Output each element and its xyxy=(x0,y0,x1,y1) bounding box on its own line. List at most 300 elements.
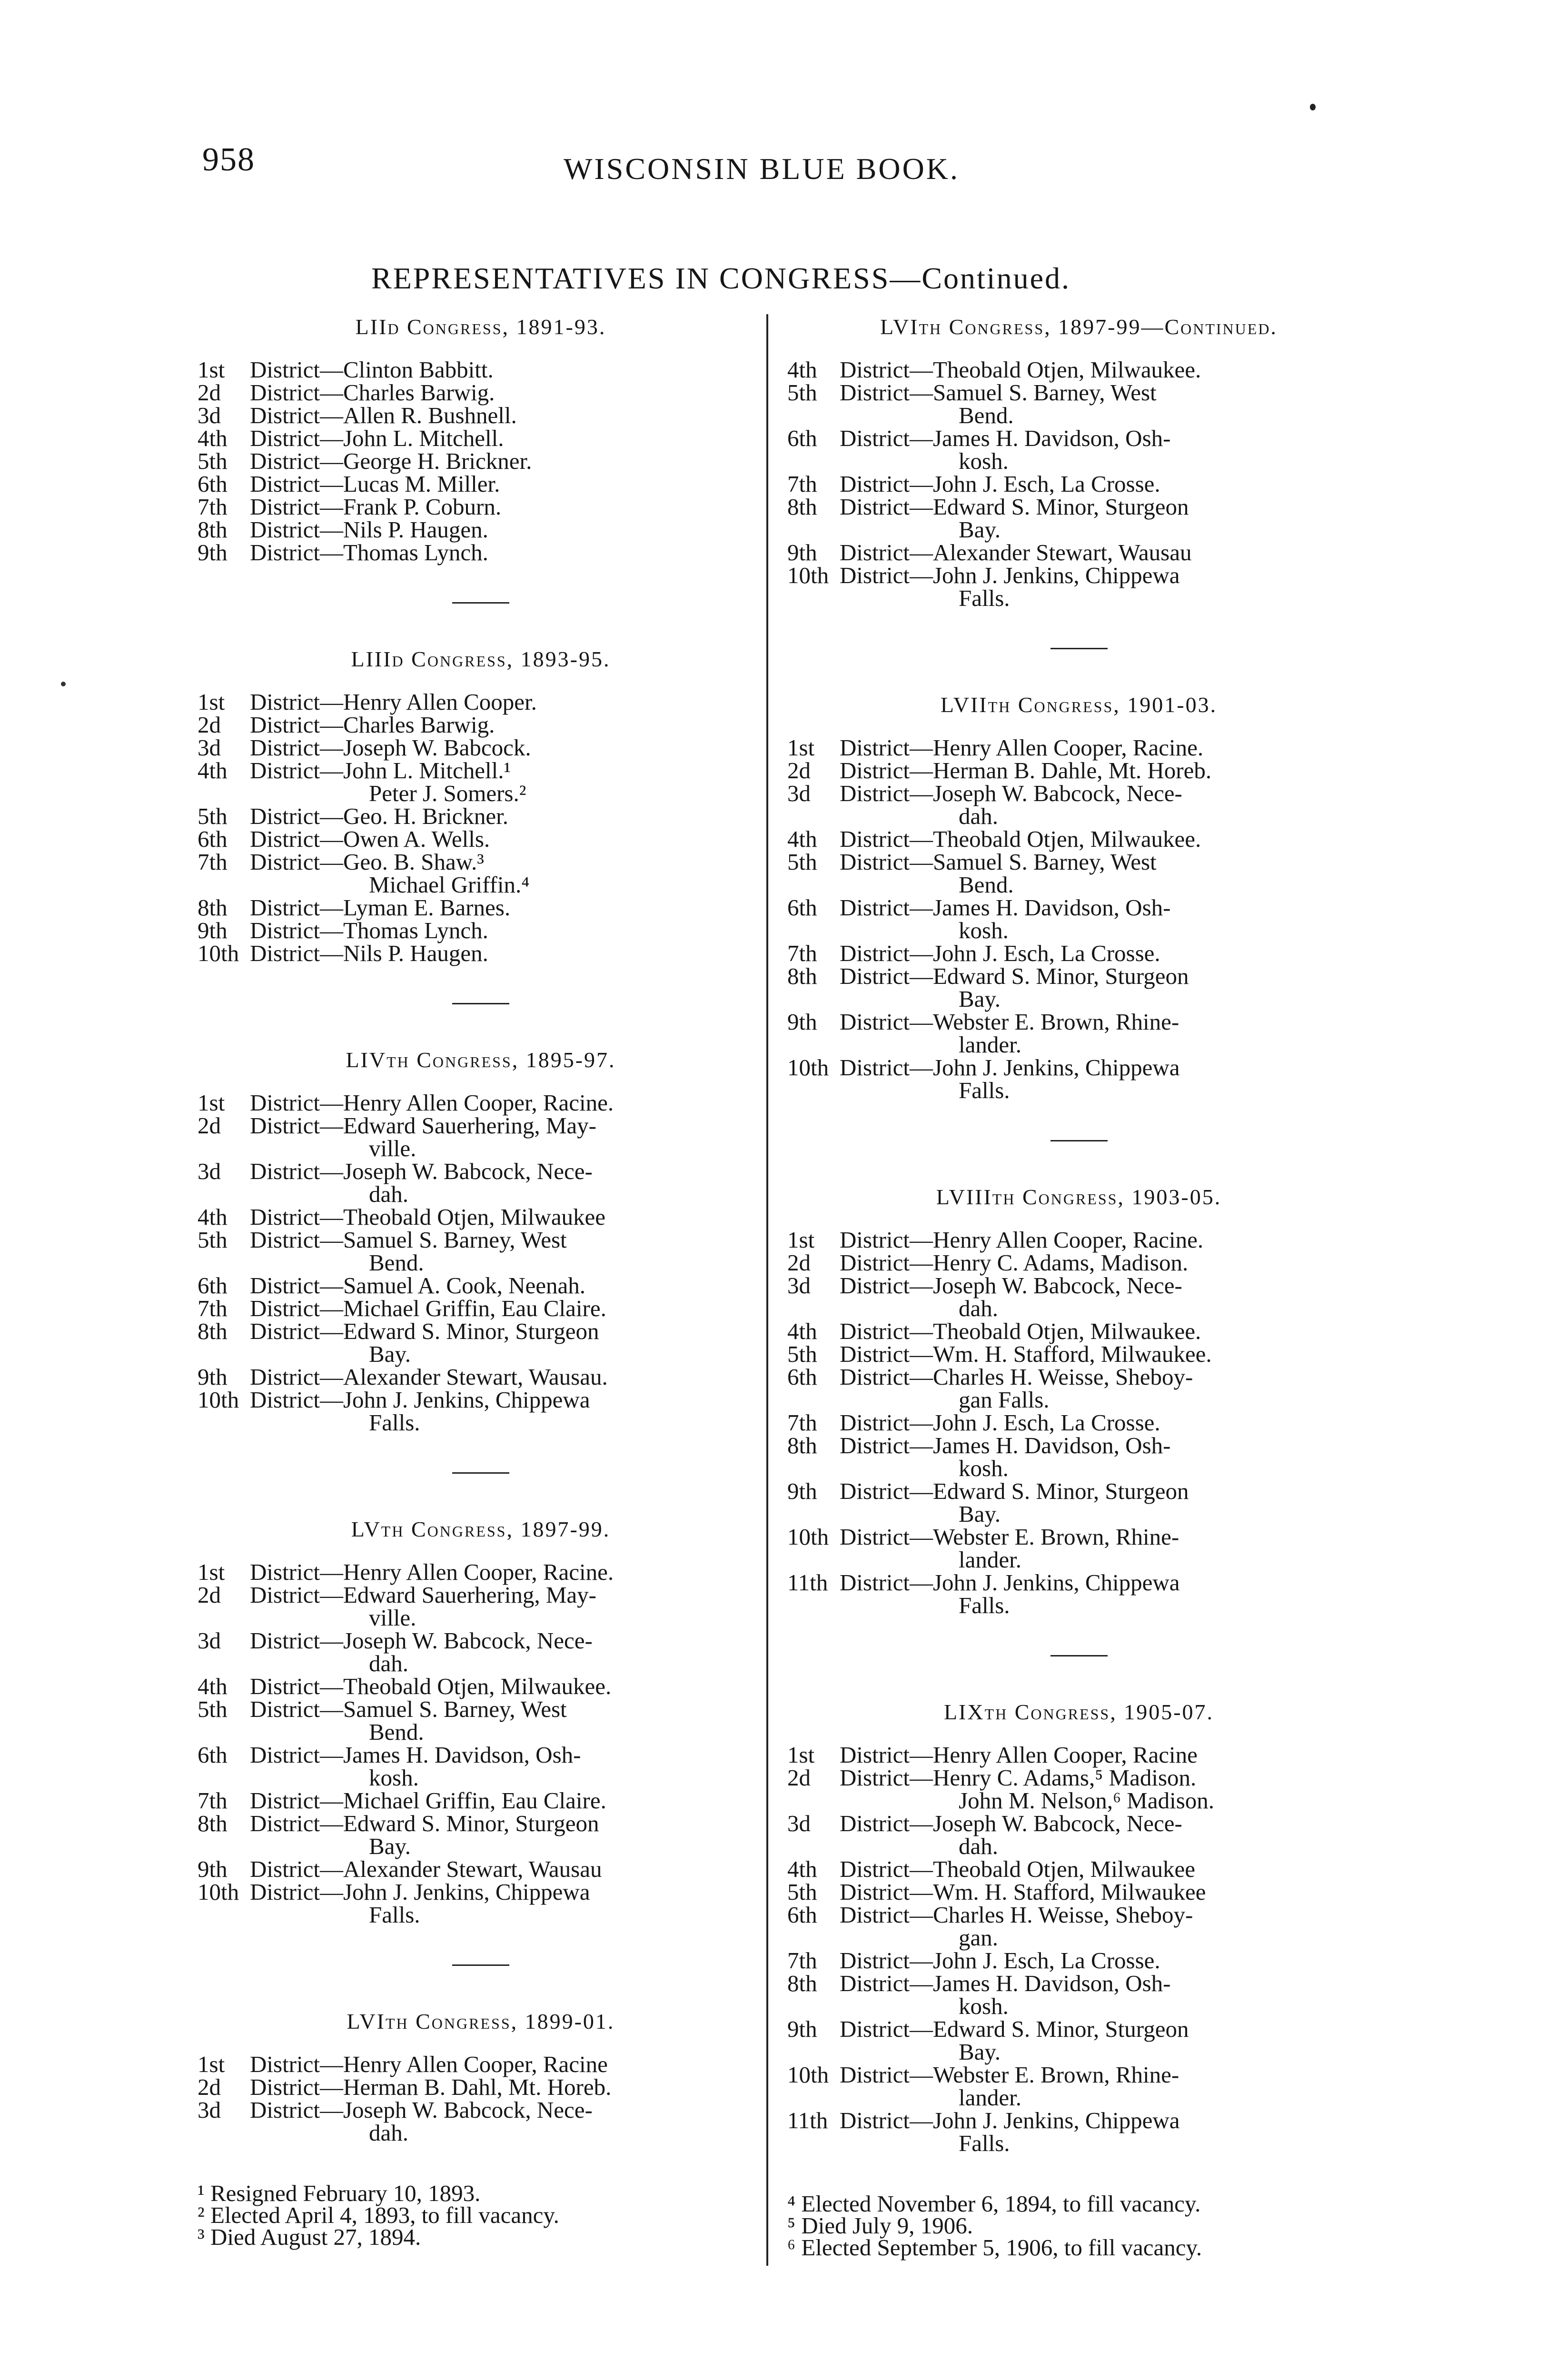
district-entry xyxy=(787,473,1370,496)
district-representative: District—Henry C. Adams, Madison. xyxy=(840,1250,1189,1276)
district-entry xyxy=(198,714,764,736)
district-entry xyxy=(787,942,1370,965)
district-number: 7th xyxy=(787,940,817,966)
district-number: 2d xyxy=(787,1250,811,1276)
district-entry xyxy=(787,828,1370,851)
district-number: 3d xyxy=(198,734,221,761)
entry-continuation: Bay. xyxy=(959,2039,1001,2065)
footnote: ³ Died August 27, 1894. xyxy=(198,2224,421,2250)
entry-continuation: dah. xyxy=(959,803,998,829)
entry-continuation: ville. xyxy=(369,1135,416,1161)
district-number: 6th xyxy=(787,894,817,921)
entry-continuation: dah. xyxy=(959,1833,998,1859)
district-entry xyxy=(198,404,764,427)
district-number: 2d xyxy=(787,1765,811,1791)
district-entry xyxy=(198,851,764,873)
district-entry xyxy=(198,736,764,759)
district-representative: District—Alexander Stewart, Wausau. xyxy=(250,1364,608,1390)
page-title: REPRESENTATIVES IN CONGRESS—Continued. xyxy=(371,261,1070,295)
district-entry xyxy=(198,2076,764,2099)
district-representative: District—John J. Esch, La Crosse. xyxy=(840,1947,1160,1973)
district-entry xyxy=(787,1812,1370,1835)
district-entry xyxy=(198,2053,764,2076)
district-representative: District—Joseph W. Babcock, Nece- xyxy=(840,780,1182,806)
running-head: WISCONSIN BLUE BOOK. xyxy=(564,152,960,186)
district-entry xyxy=(198,828,764,851)
district-number: 9th xyxy=(787,539,817,565)
district-entry xyxy=(787,1366,1370,1388)
entry-continuation: lander. xyxy=(959,2084,1021,2111)
district-number: 2d xyxy=(198,1582,221,1608)
district-entry xyxy=(198,759,764,782)
congress-section xyxy=(198,646,764,965)
district-representative: District—Charles Barwig. xyxy=(250,712,495,738)
district-number: 10th xyxy=(787,562,829,588)
entry-continuation: dah. xyxy=(369,1650,408,1676)
entry-continuation: lander. xyxy=(959,1031,1021,1058)
district-number: 3d xyxy=(198,1158,221,1184)
district-number: 9th xyxy=(198,917,228,943)
district-number: 4th xyxy=(198,1204,228,1230)
district-entry xyxy=(198,1561,764,1584)
district-entry xyxy=(198,358,764,381)
district-representative: District—Joseph W. Babcock. xyxy=(250,734,531,761)
entry-continuation: kosh. xyxy=(959,1993,1009,2019)
footnote: ¹ Resigned February 10, 1893. xyxy=(198,2180,481,2206)
district-number: 1st xyxy=(198,689,225,715)
footnotes-left xyxy=(198,2182,764,2248)
district-representative: District—Edward S. Minor, Sturgeon xyxy=(840,494,1189,520)
district-representative: District—Alexander Stewart, Wausau xyxy=(250,1856,602,1882)
district-representative: District—Nils P. Haugen. xyxy=(250,940,488,966)
district-entry xyxy=(787,2109,1370,2132)
district-representative: District—John J. Jenkins, Chippewa xyxy=(250,1387,590,1413)
district-number: 9th xyxy=(198,1856,228,1882)
district-representative: District—Henry Allen Cooper, Racine. xyxy=(250,1090,614,1116)
district-representative: District—Joseph W. Babcock, Nece- xyxy=(250,1627,593,1654)
entry-continuation: dah. xyxy=(369,1181,408,1207)
district-entry xyxy=(198,942,764,965)
district-representative: District—Edward S. Minor, Sturgeon xyxy=(840,1478,1189,1504)
district-number: 4th xyxy=(198,757,228,783)
congress-section xyxy=(787,1184,1370,1617)
entry-continuation: Falls. xyxy=(369,1902,420,1928)
district-number: 2d xyxy=(198,712,221,738)
district-entry xyxy=(198,1584,764,1606)
district-number: 1st xyxy=(198,1090,225,1116)
district-entry xyxy=(198,896,764,919)
district-entry xyxy=(198,1881,764,1904)
district-representative: District—James H. Davidson, Osh- xyxy=(840,1432,1171,1458)
district-entry xyxy=(198,805,764,828)
district-number: 8th xyxy=(787,963,817,989)
entry-continuation: Falls. xyxy=(959,585,1010,611)
footnote: ⁴ Elected November 6, 1894, to fill vacancy. xyxy=(787,2191,1201,2217)
district-representative: District—Henry Allen Cooper. xyxy=(250,689,537,715)
district-representative: District—Lyman E. Barnes. xyxy=(250,894,511,921)
district-representative: District—Joseph W. Babcock, Nece- xyxy=(250,2097,593,2123)
district-number: 5th xyxy=(787,379,817,406)
district-entry xyxy=(198,1675,764,1698)
district-entry xyxy=(787,1972,1370,1995)
district-representative: District—Henry Allen Cooper, Racine. xyxy=(250,1559,614,1585)
section-divider xyxy=(452,1964,509,1966)
congress-section xyxy=(198,1047,764,1434)
district-number: 5th xyxy=(198,1227,228,1253)
congress-heading: LIVth Congress, 1895-97. xyxy=(346,1048,616,1072)
district-number: 1st xyxy=(198,357,225,383)
entry-continuation: Bend. xyxy=(959,402,1014,428)
congress-heading: LIIId Congress, 1893-95. xyxy=(351,647,611,671)
entry-continuation: kosh. xyxy=(369,1765,419,1791)
district-representative: District—Herman B. Dahle, Mt. Horeb. xyxy=(840,757,1212,783)
district-number: 2d xyxy=(198,379,221,406)
section-divider xyxy=(452,602,509,604)
district-entry xyxy=(787,736,1370,759)
congress-heading: LVIIth Congress, 1901-03. xyxy=(940,693,1218,717)
district-entry xyxy=(198,1366,764,1388)
district-representative: District—John L. Mitchell.¹ xyxy=(250,757,511,783)
district-entry xyxy=(787,782,1370,805)
district-entry xyxy=(198,1114,764,1137)
district-number: 11th xyxy=(787,1569,828,1596)
district-representative: District—John J. Esch, La Crosse. xyxy=(840,1409,1160,1436)
district-entry xyxy=(787,1343,1370,1366)
district-number: 5th xyxy=(787,1879,817,1905)
district-number: 11th xyxy=(787,2107,828,2133)
district-number: 4th xyxy=(787,1856,817,1882)
entry-continuation: gan. xyxy=(959,1924,998,1951)
district-representative: District—Geo. H. Brickner. xyxy=(250,803,508,829)
district-entry xyxy=(198,450,764,473)
district-number: 4th xyxy=(198,425,228,451)
district-number: 7th xyxy=(198,1295,228,1321)
print-speck xyxy=(1310,104,1316,110)
section-divider xyxy=(452,1003,509,1004)
district-entry xyxy=(198,2099,764,2122)
district-number: 3d xyxy=(787,1810,811,1836)
right-column xyxy=(766,314,1370,2266)
district-number: 3d xyxy=(787,780,811,806)
district-number: 8th xyxy=(198,1810,228,1836)
district-entry xyxy=(787,1949,1370,1972)
district-entry xyxy=(198,1812,764,1835)
district-entry xyxy=(198,1320,764,1343)
district-entry xyxy=(198,1274,764,1297)
district-number: 6th xyxy=(198,471,228,497)
entry-continuation: Bay. xyxy=(959,516,1001,543)
footnote: ⁵ Died July 9, 1906. xyxy=(787,2212,973,2239)
entry-continuation: kosh. xyxy=(959,1455,1009,1481)
district-number: 6th xyxy=(787,1902,817,1928)
print-speck xyxy=(61,682,66,686)
district-representative: District—Thomas Lynch. xyxy=(250,539,488,565)
district-number: 8th xyxy=(198,894,228,921)
district-representative: District—Edward S. Minor, Sturgeon xyxy=(840,963,1189,989)
district-entry xyxy=(787,2018,1370,2041)
district-representative: District—Nils P. Haugen. xyxy=(250,516,488,543)
district-entry xyxy=(787,427,1370,450)
district-number: 1st xyxy=(198,2051,225,2077)
district-number: 8th xyxy=(787,1970,817,1996)
district-representative: District—Webster E. Brown, Rhine- xyxy=(840,1524,1179,1550)
entry-continuation: John M. Nelson,⁶ Madison. xyxy=(959,1787,1215,1814)
entry-continuation: Bay. xyxy=(959,986,1001,1012)
district-number: 9th xyxy=(198,1364,228,1390)
congress-section xyxy=(198,1517,764,1926)
district-number: 5th xyxy=(198,1696,228,1722)
district-number: 5th xyxy=(787,1341,817,1367)
district-number: 9th xyxy=(787,2016,817,2042)
district-number: 2d xyxy=(198,2074,221,2100)
congress-list-left xyxy=(198,314,764,2144)
district-entry xyxy=(787,564,1370,587)
district-representative: District—James H. Davidson, Osh- xyxy=(840,425,1171,451)
district-entry xyxy=(787,965,1370,988)
district-number: 9th xyxy=(787,1009,817,1035)
entry-continuation: Falls. xyxy=(369,1409,420,1436)
district-number: 6th xyxy=(198,1742,228,1768)
district-entry xyxy=(198,541,764,564)
district-number: 7th xyxy=(198,494,228,520)
district-representative: District—James H. Davidson, Osh- xyxy=(840,1970,1171,1996)
district-representative: District—Edward S. Minor, Sturgeon xyxy=(250,1810,599,1836)
entry-continuation: dah. xyxy=(959,1295,998,1321)
district-number: 7th xyxy=(787,1409,817,1436)
district-representative: District—Wm. H. Stafford, Milwaukee. xyxy=(840,1341,1212,1367)
district-representative: District—Theobald Otjen, Milwaukee. xyxy=(840,357,1201,383)
district-number: 8th xyxy=(198,516,228,543)
entry-continuation: ville. xyxy=(369,1605,416,1631)
district-entry xyxy=(787,1251,1370,1274)
district-representative: District—Michael Griffin, Eau Claire. xyxy=(250,1787,606,1814)
district-number: 5th xyxy=(198,448,228,474)
district-representative: District—Joseph W. Babcock, Nece- xyxy=(250,1158,593,1184)
district-entry xyxy=(787,1411,1370,1434)
district-entry xyxy=(787,358,1370,381)
footnote: ⁶ Elected September 5, 1906, to fill vacancy. xyxy=(787,2234,1202,2261)
congress-section xyxy=(198,2009,764,2144)
district-number: 8th xyxy=(787,1432,817,1458)
district-representative: District—Henry C. Adams,⁵ Madison. xyxy=(840,1765,1197,1791)
footnote: ² Elected April 4, 1893, to fill vacancy. xyxy=(198,2202,559,2228)
district-representative: District—John J. Esch, La Crosse. xyxy=(840,471,1160,497)
district-entry xyxy=(787,381,1370,404)
district-entry xyxy=(787,1480,1370,1503)
district-entry xyxy=(198,919,764,942)
district-entry xyxy=(198,518,764,541)
district-entry xyxy=(198,1229,764,1251)
district-entry xyxy=(787,1434,1370,1457)
district-number: 2d xyxy=(198,1112,221,1139)
district-number: 10th xyxy=(787,1524,829,1550)
congress-list-right xyxy=(787,314,1370,2155)
district-entry xyxy=(787,1229,1370,1251)
district-number: 8th xyxy=(198,1318,228,1344)
congress-section xyxy=(787,692,1370,1102)
district-representative: District—Henry Allen Cooper, Racine. xyxy=(840,1227,1204,1253)
district-representative: District—Henry Allen Cooper, Racine xyxy=(250,2051,608,2077)
district-entry xyxy=(787,1881,1370,1904)
district-entry xyxy=(198,427,764,450)
district-entry xyxy=(787,1056,1370,1079)
entry-continuation: Bend. xyxy=(369,1250,424,1276)
district-representative: District—Clinton Babbitt. xyxy=(250,357,494,383)
district-entry xyxy=(787,1011,1370,1033)
congress-heading: LVth Congress, 1897-99. xyxy=(351,1517,611,1541)
district-representative: District—James H. Davidson, Osh- xyxy=(250,1742,581,1768)
district-number: 6th xyxy=(198,826,228,852)
district-representative: District—Herman B. Dahl, Mt. Horeb. xyxy=(250,2074,612,2100)
district-representative: District—Frank P. Coburn. xyxy=(250,494,502,520)
district-entry xyxy=(198,496,764,518)
district-representative: District—Theobald Otjen, Milwaukee. xyxy=(840,826,1201,852)
district-number: 4th xyxy=(787,826,817,852)
district-entry xyxy=(198,1744,764,1766)
district-entry xyxy=(787,759,1370,782)
district-number: 4th xyxy=(787,1318,817,1344)
entry-continuation: Falls. xyxy=(959,1077,1010,1103)
district-entry xyxy=(787,1744,1370,1766)
entry-continuation: dah. xyxy=(369,2120,408,2146)
district-representative: District—Owen A. Wells. xyxy=(250,826,490,852)
district-representative: District—Geo. B. Shaw.³ xyxy=(250,849,484,875)
district-representative: District—Wm. H. Stafford, Milwaukee xyxy=(840,1879,1206,1905)
district-number: 1st xyxy=(787,734,815,761)
entry-continuation: gan Falls. xyxy=(959,1387,1050,1413)
district-number: 10th xyxy=(787,1054,829,1081)
district-entry xyxy=(198,381,764,404)
district-representative: District—Samuel S. Barney, West xyxy=(840,379,1157,406)
district-representative: District—Michael Griffin, Eau Claire. xyxy=(250,1295,606,1321)
district-number: 2d xyxy=(787,757,811,783)
district-entry xyxy=(787,1274,1370,1297)
footnotes-right xyxy=(787,2193,1370,2259)
district-entry xyxy=(787,851,1370,873)
district-entry xyxy=(787,1571,1370,1594)
district-number: 6th xyxy=(787,425,817,451)
district-number: 7th xyxy=(198,1787,228,1814)
district-representative: District—Webster E. Brown, Rhine- xyxy=(840,2062,1179,2088)
district-representative: District—John J. Esch, La Crosse. xyxy=(840,940,1160,966)
district-entry xyxy=(198,1160,764,1183)
district-representative: District—Henry Allen Cooper, Racine. xyxy=(840,734,1204,761)
district-number: 7th xyxy=(787,471,817,497)
district-representative: District—Edward Sauerhering, May- xyxy=(250,1582,596,1608)
congress-heading: LVIIIth Congress, 1903-05. xyxy=(936,1185,1222,1209)
district-representative: District—John J. Jenkins, Chippewa xyxy=(840,1054,1180,1081)
section-divider xyxy=(1050,1655,1108,1656)
district-number: 6th xyxy=(198,1272,228,1299)
district-representative: District—Henry Allen Cooper, Racine xyxy=(840,1742,1198,1768)
entry-continuation: Bay. xyxy=(369,1833,411,1859)
district-number: 10th xyxy=(787,2062,829,2088)
district-representative: District—James H. Davidson, Osh- xyxy=(840,894,1171,921)
district-number: 3d xyxy=(198,2097,221,2123)
district-entry xyxy=(787,2063,1370,2086)
district-representative: District—Thomas Lynch. xyxy=(250,917,488,943)
district-entry xyxy=(198,1789,764,1812)
congress-section xyxy=(787,314,1370,610)
district-number: 5th xyxy=(198,803,228,829)
district-entry xyxy=(787,1766,1370,1789)
district-entry xyxy=(198,1206,764,1229)
entry-continuation: Falls. xyxy=(959,2130,1010,2156)
district-representative: District—John L. Mitchell. xyxy=(250,425,504,451)
district-number: 9th xyxy=(787,1478,817,1504)
district-representative: District—Samuel S. Barney, West xyxy=(840,849,1157,875)
entry-continuation: Bend. xyxy=(369,1719,424,1745)
district-entry xyxy=(198,1091,764,1114)
district-representative: District—Joseph W. Babcock, Nece- xyxy=(840,1272,1182,1299)
district-representative: District—Allen R. Bushnell. xyxy=(250,402,517,428)
district-entry xyxy=(198,1297,764,1320)
district-representative: District—John J. Jenkins, Chippewa xyxy=(840,1569,1180,1596)
district-number: 8th xyxy=(787,494,817,520)
district-representative: District—Samuel S. Barney, West xyxy=(250,1696,567,1722)
entry-continuation: Bay. xyxy=(369,1341,411,1367)
district-number: 1st xyxy=(787,1742,815,1768)
district-representative: District—Theobald Otjen, Milwaukee xyxy=(840,1856,1196,1882)
district-entry xyxy=(787,1904,1370,1926)
district-number: 1st xyxy=(198,1559,225,1585)
left-column xyxy=(198,314,764,2248)
district-entry xyxy=(787,1320,1370,1343)
district-entry xyxy=(787,896,1370,919)
district-number: 1st xyxy=(787,1227,815,1253)
district-representative: District—Edward S. Minor, Sturgeon xyxy=(840,2016,1189,2042)
district-representative: District—John J. Jenkins, Chippewa xyxy=(250,1879,590,1905)
entry-continuation: kosh. xyxy=(959,448,1009,474)
district-number: 7th xyxy=(198,849,228,875)
district-number: 4th xyxy=(787,357,817,383)
district-number: 4th xyxy=(198,1673,228,1699)
district-entry xyxy=(198,1629,764,1652)
district-number: 10th xyxy=(198,1387,239,1413)
district-entry xyxy=(198,1858,764,1881)
district-number: 5th xyxy=(787,849,817,875)
district-entry xyxy=(787,1526,1370,1548)
entry-continuation: lander. xyxy=(959,1547,1021,1573)
district-entry xyxy=(198,1698,764,1721)
district-representative: District—George H. Brickner. xyxy=(250,448,532,474)
district-entry xyxy=(787,496,1370,518)
district-representative: District—Alexander Stewart, Wausau xyxy=(840,539,1192,565)
district-number: 3d xyxy=(198,1627,221,1654)
district-representative: District—Theobald Otjen, Milwaukee. xyxy=(250,1673,612,1699)
entry-continuation: Bay. xyxy=(959,1501,1001,1527)
district-representative: District—Edward S. Minor, Sturgeon xyxy=(250,1318,599,1344)
district-representative: District—Charles H. Weisse, Sheboy- xyxy=(840,1364,1193,1390)
congress-heading: LVIth Congress, 1899-01. xyxy=(347,2009,615,2033)
entry-continuation: Falls. xyxy=(959,1592,1010,1618)
district-number: 7th xyxy=(787,1947,817,1973)
district-representative: District—Samuel A. Cook, Neenah. xyxy=(250,1272,585,1299)
district-entry xyxy=(787,1858,1370,1881)
district-representative: District—Samuel S. Barney, West xyxy=(250,1227,567,1253)
congress-heading: LIId Congress, 1891-93. xyxy=(355,315,606,339)
section-divider xyxy=(1050,1140,1108,1141)
district-number: 6th xyxy=(787,1364,817,1390)
district-number: 10th xyxy=(198,940,239,966)
district-number: 10th xyxy=(198,1879,239,1905)
district-number: 3d xyxy=(787,1272,811,1299)
district-representative: District—Joseph W. Babcock, Nece- xyxy=(840,1810,1182,1836)
entry-continuation: Bend. xyxy=(959,872,1014,898)
section-divider xyxy=(1050,648,1108,649)
congress-heading: LIXth Congress, 1905-07. xyxy=(943,1700,1214,1724)
district-number: 9th xyxy=(198,539,228,565)
